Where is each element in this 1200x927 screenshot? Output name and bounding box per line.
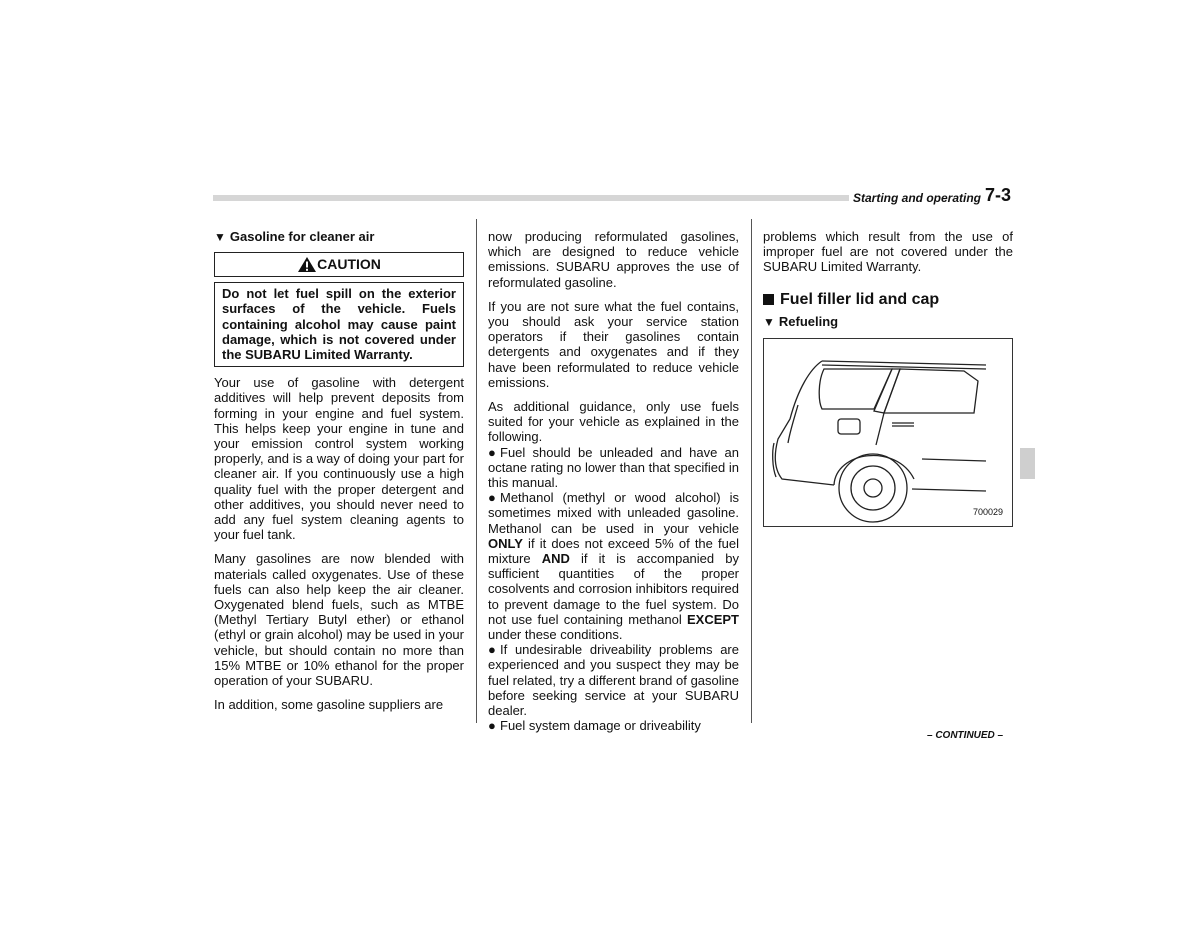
column-2 bbox=[488, 229, 739, 734]
paragraph: Many gasolines are now blended with materials called oxygenates. Use of these fuels can also help keep the air cleaner. Oxygenated blend fuels, such as MTBE (Methyl Tertiary Butyl ether) or ethanol (ethyl or grain alcohol) may be used in your vehicle, but should contain no more than 15% MTBE or 10% ethanol for the proper operation of your SUBARU. bbox=[214, 551, 464, 689]
paragraph: problems which result from the use of improper fuel are not covered under the SUBARU Limited Warranty. bbox=[763, 229, 1013, 275]
triangle-down-icon: ▼ bbox=[214, 230, 226, 244]
square-bullet-icon bbox=[763, 294, 774, 305]
refueling-figure bbox=[763, 338, 1013, 527]
warning-triangle-icon bbox=[297, 256, 317, 273]
bullet-icon: ● bbox=[488, 642, 496, 658]
list-item: ● Fuel should be unleaded and have an octane rating no lower than that specified in this manual. bbox=[488, 444, 739, 491]
bullet-icon: ● bbox=[488, 490, 496, 506]
list-item: ● Methanol (methyl or wood alcohol) is sometimes mixed with unleaded gasoline. Methanol can be used in your vehicle ONLY if it does not exceed 5% of the fuel mixture AND if it is accompanied by sufficient quantities of the proper cosolvents and corrosion inhibitors required to prevent damage to the fuel system. Do not use fuel containing methanol EXCEPT under these conditions. bbox=[488, 490, 739, 643]
header-rule bbox=[213, 195, 849, 201]
triangle-down-icon: ▼ bbox=[763, 314, 775, 329]
list-item: ● Fuel system damage or driveability bbox=[488, 718, 701, 734]
subheading-refueling: ▼ Refueling bbox=[763, 313, 839, 329]
paragraph: As additional guidance, only use fuels suited for your vehicle as explained in the following. bbox=[488, 399, 739, 445]
subheading-gasoline: ▼ Gasoline for cleaner air bbox=[214, 229, 375, 244]
paragraph: Your use of gasoline with detergent additives will help prevent deposits from forming in your engine and fuel system. This helps keep your engine in tune and your emission control system working properly, and is a way of doing your part for cleaner air. If you continuously use a high quality fuel with the proper detergent and other additives, you should never need to add any fuel system cleaning agents to your fuel tank. bbox=[214, 375, 464, 543]
chapter-thumb-tab bbox=[1020, 448, 1035, 479]
caution-label: CAUTION bbox=[317, 256, 381, 273]
figure-id: 700029 bbox=[972, 506, 1003, 517]
paragraph: In addition, some gasoline suppliers are bbox=[214, 697, 444, 713]
caution-label-box bbox=[214, 252, 464, 277]
bullet-icon: ● bbox=[488, 718, 496, 734]
caution-text: Do not let fuel spill on the exterior surfaces of the vehicle. Fuels containing alcohol may cause paint damage, which is not covered under the SUBARU Limited Warranty. bbox=[214, 282, 464, 367]
column-3 bbox=[763, 229, 1013, 527]
column-divider bbox=[476, 219, 477, 723]
continued-note: – CONTINUED – bbox=[927, 730, 1004, 741]
list-item: ● If undesirable driveability problems are experienced and you suspect they may be fuel related, try a different brand of gasoline before seeking service at your SUBARU dealer. bbox=[488, 642, 739, 719]
column-1 bbox=[214, 229, 464, 721]
header-section-title: Starting and operating bbox=[853, 191, 982, 205]
section-heading: Fuel filler lid and cap bbox=[763, 292, 1013, 307]
paragraph: now producing reformulated gasolines, which are designed to reduce vehicle emissions. SUBARU approves the use of reformulated gasoline. bbox=[488, 229, 739, 290]
bullet-icon: ● bbox=[488, 444, 496, 460]
page-number: 7-3 bbox=[985, 185, 1012, 205]
column-divider bbox=[751, 219, 752, 723]
car-rear-illustration bbox=[764, 339, 1012, 526]
paragraph: If you are not sure what the fuel contains, you should ask your service station operators if their gasolines contain detergents and oxygenates and if they have been reformulated to reduce vehicle emissions. bbox=[488, 298, 739, 390]
